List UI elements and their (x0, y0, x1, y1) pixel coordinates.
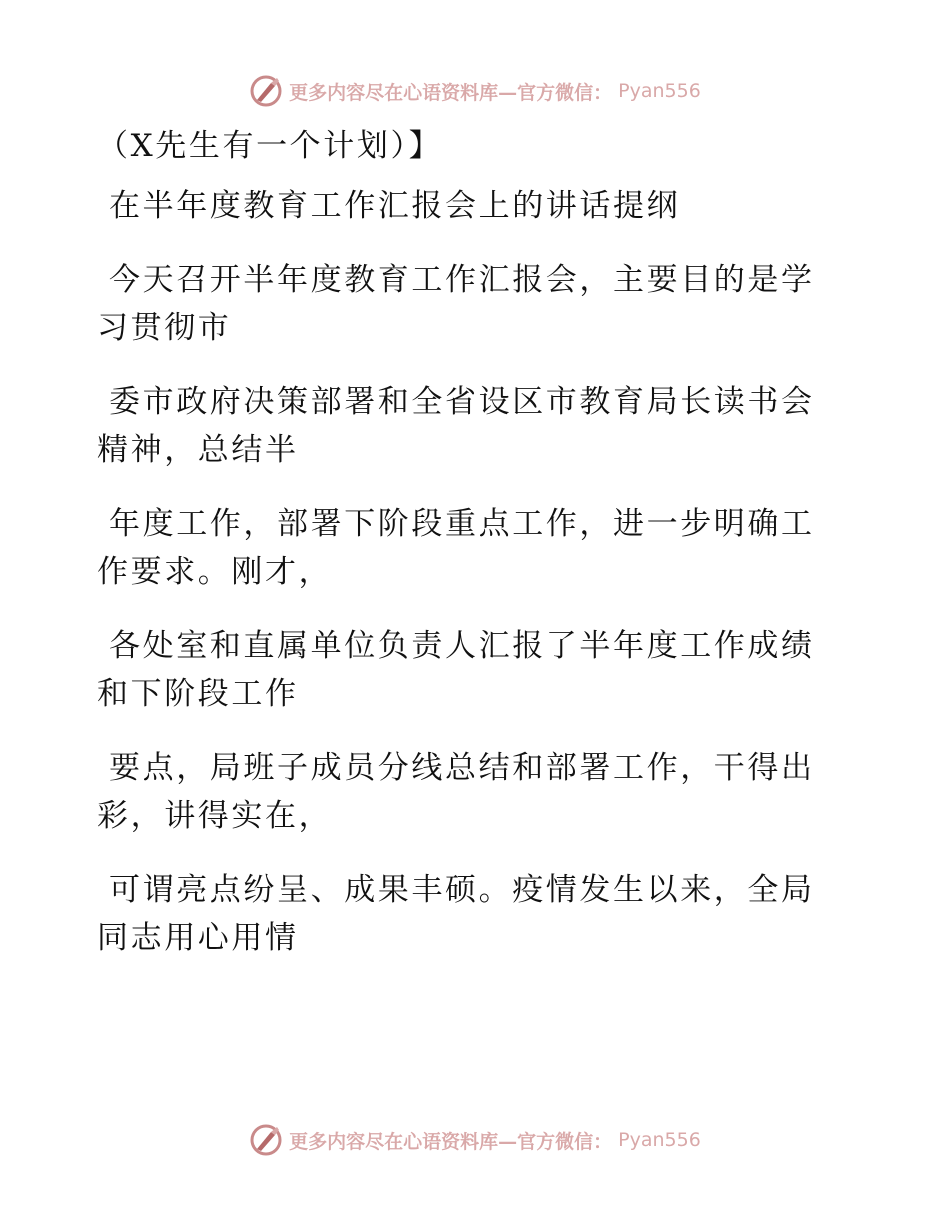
document-line: 精神，总结半 (97, 432, 299, 468)
document-line: 今天召开半年度教育工作汇报会，主要目的是学 (109, 262, 815, 298)
document-line: 委市政府决策部署和全省设区市教育局长读书会 (109, 384, 815, 420)
footer-watermark (0, 1120, 950, 1160)
document-line: （X先生有一个计划）】 (97, 128, 443, 164)
document-line: 同志用心用情 (97, 920, 299, 956)
quill-pen-logo-icon (249, 1123, 283, 1157)
watermark-text: 更多内容尽在心语资料库—官方微信： (289, 81, 613, 104)
quill-pen-logo-icon (249, 74, 283, 108)
document-line: 彩，讲得实在， (97, 798, 333, 834)
document-line: 各处室和直属单位负责人汇报了半年度工作成绩 (109, 628, 815, 664)
document-line: 和下阶段工作 (97, 676, 299, 712)
document-line: 作要求。刚才， (97, 554, 333, 590)
document-line: 年度工作，部署下阶段重点工作，进一步明确工 (109, 506, 815, 542)
watermark-text: 更多内容尽在心语资料库—官方微信： (289, 1130, 613, 1153)
watermark-contact: Pyan556 (618, 1129, 701, 1151)
document-title: 在半年度教育工作汇报会上的讲话提纲 (109, 188, 681, 224)
document-line: 要点，局班子成员分线总结和部署工作，干得出 (109, 750, 815, 786)
header-watermark (0, 71, 950, 111)
document-line: 可谓亮点纷呈、成果丰硕。疫情发生以来，全局 (109, 872, 815, 908)
document-body (97, 122, 837, 962)
document-line: 习贯彻市 (97, 310, 232, 346)
watermark-contact: Pyan556 (618, 80, 701, 102)
